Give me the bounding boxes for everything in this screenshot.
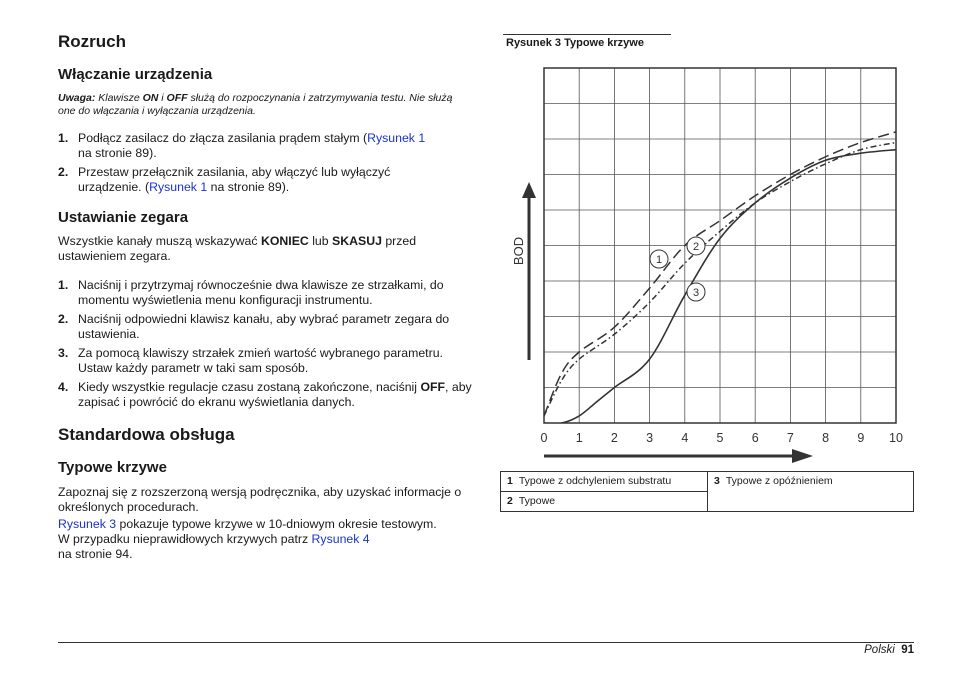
curve-marker-1: [650, 250, 668, 268]
intro-text: przed ustawieniem zegara.: [58, 234, 417, 263]
intro-bold-koniec: KONIEC: [260, 234, 309, 248]
legend-num: 2: [507, 495, 513, 507]
legend-cell: [708, 472, 914, 512]
section-title-curves: Typowe krzywe: [58, 459, 167, 476]
page-title: Rozruch: [58, 32, 126, 51]
marker-label: 3: [692, 287, 700, 299]
intro-bold-skasuj: SKASUJ: [332, 234, 382, 248]
paragraph: Zapoznaj się z rozszerzoną wersją podręcznika, aby uzyskać informacje o określonych procedurach.: [58, 485, 462, 514]
legend-cell: [501, 492, 708, 512]
figure-legend: [500, 471, 914, 512]
legend-num: 3: [714, 475, 720, 487]
x-tick-label: 3: [646, 431, 654, 445]
step-number: 2.: [58, 165, 69, 179]
note-off: OFF: [166, 92, 188, 104]
paragraph: [58, 517, 473, 562]
chart: [500, 60, 914, 468]
step-bold-off: OFF: [420, 380, 446, 394]
step-text: Przestaw przełącznik zasilania, aby włączyć lub wyłączyć urządzenie. (: [78, 165, 391, 194]
intro-text: Wszystkie kanały muszą wskazywać: [58, 234, 261, 248]
x-tick-label: 4: [681, 431, 689, 445]
x-tick-label: 7: [786, 431, 794, 445]
link-figure-4[interactable]: Rysunek 4: [311, 532, 370, 546]
chart-grid: [544, 68, 896, 423]
step-text: Za pomocą klawiszy strzałek zmień wartość wybranego parametru. Ustaw każdy parametr w taki sam sposób.: [78, 346, 443, 375]
footer-language: Polski: [864, 644, 895, 656]
note-label: Uwaga:: [58, 92, 96, 104]
step-text: na stronie 89).: [78, 146, 157, 160]
caption-rule: [503, 34, 671, 35]
link-figure-3[interactable]: Rysunek 3: [58, 517, 117, 531]
step-text: Podłącz zasilacz do złącza zasilania prądem stałym (: [78, 131, 368, 145]
list-item: [58, 278, 470, 308]
list-item: [58, 131, 470, 161]
link-figure-1[interactable]: Rysunek 1: [367, 131, 426, 145]
y-axis-arrowhead: [522, 182, 536, 198]
x-tick-label: 0: [540, 431, 548, 445]
curve-marker-3: [687, 283, 705, 301]
legend-cell: [501, 472, 708, 492]
step-text: na stronie 89).: [207, 180, 290, 194]
marker-label: 2: [692, 241, 700, 253]
x-tick-label: 2: [610, 431, 618, 445]
clock-intro: [58, 234, 448, 264]
section-title-standard: Standardowa obsługa: [58, 425, 235, 444]
list-item: [58, 346, 470, 376]
y-axis-label: BOD: [511, 236, 526, 266]
page-number: 91: [901, 644, 914, 656]
section-title-clock: Ustawianie zegara: [58, 209, 189, 226]
para-text: na stronie 94.: [58, 547, 133, 561]
list-item: [58, 380, 470, 410]
step-number: 2.: [58, 312, 69, 326]
step-text: Naciśnij odpowiedni klawisz kanału, aby wybrać parametr zegara do ustawienia.: [78, 312, 450, 341]
legend-num: 1: [507, 475, 513, 487]
legend-text: Typowe: [518, 495, 556, 507]
link-figure-1[interactable]: Rysunek 1: [149, 180, 208, 194]
note-on: ON: [142, 92, 159, 104]
step-number: 1.: [58, 131, 69, 145]
note: [58, 92, 458, 118]
x-tick-label: 9: [857, 431, 865, 445]
curve-marker-2: [687, 237, 705, 255]
note-text-3: służą do rozpoczynania i zatrzymywania testu. Nie służą one do włączania i wyłączania urządzenia.: [58, 92, 453, 117]
footer: [864, 644, 914, 656]
step-number: 4.: [58, 380, 69, 394]
x-tick-label: 6: [751, 431, 759, 445]
intro-text: lub: [308, 234, 333, 248]
table-row: [501, 472, 914, 492]
list-item: [58, 165, 470, 195]
step-text: Kiedy wszystkie regulacje czasu zostaną zakończone, naciśnij: [78, 380, 421, 394]
para-text: pokazuje typowe krzywe w 10-dniowym okresie testowym.: [116, 517, 437, 531]
step-number: 1.: [58, 278, 69, 292]
footer-rule: [58, 642, 914, 643]
step-text: Naciśnij i przytrzymaj równocześnie dwa klawisze ze strzałkami, do momentu wyświetlenia menu konfiguracji instrumentu.: [78, 278, 444, 307]
para-text: W przypadku nieprawidłowych krzywych patrz: [58, 532, 312, 546]
x-tick-label: 8: [822, 431, 830, 445]
note-text-1: Klawisze: [95, 92, 143, 104]
note-text-2: i: [158, 92, 167, 104]
legend-text: Typowe z odchyleniem substratu: [518, 475, 672, 487]
step-number: 3.: [58, 346, 69, 360]
section-title-power: Włączanie urządzenia: [58, 66, 213, 83]
marker-label: 1: [655, 254, 663, 266]
figure-caption: Rysunek 3 Typowe krzywe: [506, 37, 644, 49]
legend-text: Typowe z opóźnieniem: [725, 475, 833, 487]
step-text: , aby zapisać i powrócić do ekranu wyświetlania danych.: [78, 380, 472, 409]
x-tick-label: 5: [716, 431, 724, 445]
x-axis-arrowhead: [792, 449, 813, 463]
x-tick-label: 1: [575, 431, 583, 445]
x-tick-label: 10: [889, 431, 903, 445]
list-item: [58, 312, 470, 342]
